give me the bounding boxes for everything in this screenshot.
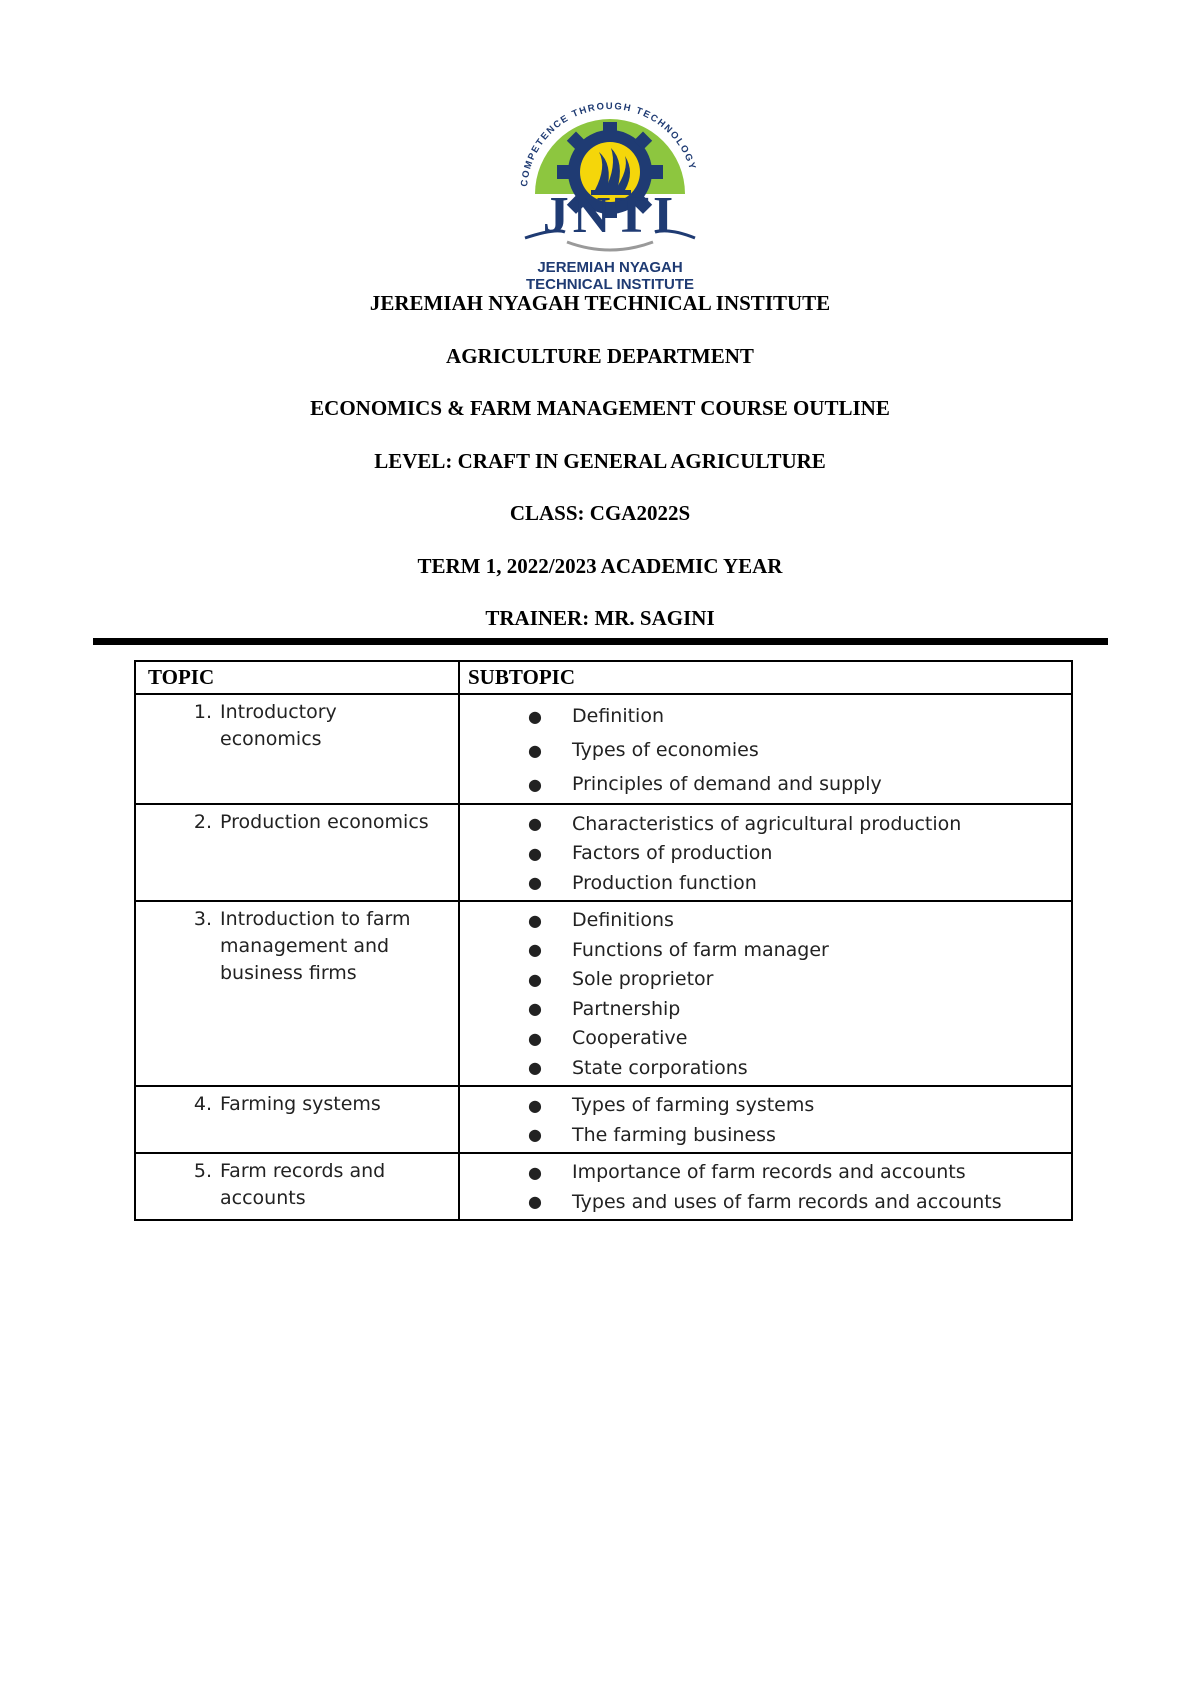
list-item: ● Production function <box>460 868 1071 898</box>
bullet-icon: ● <box>528 1058 542 1078</box>
logo-graphic <box>495 82 725 292</box>
bullet-icon: ● <box>528 706 542 726</box>
bullet-icon: ● <box>528 910 542 930</box>
bullet-icon: ● <box>528 873 542 893</box>
bullet-icon: ● <box>528 999 542 1019</box>
bullet-icon: ● <box>528 1125 542 1145</box>
list-item: ● Sole proprietor <box>460 965 1071 995</box>
list-item: ● Definition <box>460 699 1071 733</box>
list-item: ● Partnership <box>460 994 1071 1024</box>
institute-name: JEREMIAH NYAGAH TECHNICAL INSTITUTE <box>369 291 831 315</box>
topic-cell <box>135 1086 459 1153</box>
list-item: ● Types of economies <box>460 733 1071 767</box>
bullet-icon: ● <box>528 843 542 863</box>
topic-number: 3. <box>193 907 212 930</box>
trainer-line: TRAINER: MR. SAGINI <box>485 606 715 630</box>
course-outline-table <box>134 660 1073 1221</box>
subtopic-column-header: SUBTOPIC <box>459 661 1072 694</box>
bullet-icon: ● <box>528 1192 542 1212</box>
list-item: ● Types and uses of farm records and accounts <box>460 1187 1071 1217</box>
table-row <box>135 804 1072 901</box>
header-divider <box>93 638 1108 645</box>
list-item: ● Characteristics of agricultural production <box>460 809 1071 839</box>
department-name: AGRICULTURE DEPARTMENT <box>446 343 754 368</box>
topic-cell <box>135 1153 459 1220</box>
bullet-icon: ● <box>528 940 542 960</box>
topic-number: 4. <box>193 1092 212 1115</box>
logo-acronym: JNTI <box>542 187 678 244</box>
list-item: ● Factors of production <box>460 839 1071 869</box>
level-line: LEVEL: CRAFT IN GENERAL AGRICULTURE <box>374 448 826 473</box>
subtopic-cell <box>459 804 1072 901</box>
bullet-icon: ● <box>528 740 542 760</box>
bullet-icon: ● <box>528 774 542 794</box>
table-header-row <box>135 661 1072 694</box>
list-item: ● Importance of farm records and accounts <box>460 1158 1071 1188</box>
logo-motto: COMPETENCE THROUGH TECHNOLOGY <box>519 100 699 188</box>
topic-name: Introductory economics <box>220 701 337 750</box>
list-item: ● State corporations <box>460 1053 1071 1083</box>
topic-number: 2. <box>193 811 212 833</box>
list-item: ● Principles of demand and supply <box>460 767 1071 801</box>
list-item: ● Definitions <box>460 906 1071 936</box>
topic-name: Production economics <box>220 811 429 833</box>
table-row <box>135 1153 1072 1220</box>
table-row <box>135 901 1072 1086</box>
bullet-icon: ● <box>528 1028 542 1048</box>
list-item: ● Cooperative <box>460 1024 1071 1054</box>
topic-cell <box>135 804 459 901</box>
list-item: ● Types of farming systems <box>460 1091 1071 1121</box>
course-title: ECONOMICS & FARM MANAGEMENT COURSE OUTLINE <box>310 396 890 420</box>
class-line: CLASS: CGA2022S <box>509 501 691 525</box>
subtopic-cell <box>459 901 1072 1086</box>
bullet-icon: ● <box>528 1095 542 1115</box>
topic-number: 1. <box>193 701 212 723</box>
bullet-icon: ● <box>528 814 542 834</box>
list-item: ● Functions of farm manager <box>460 935 1071 965</box>
topic-column-header: TOPIC <box>135 661 459 694</box>
topic-name: Farm records and accounts <box>220 1159 386 1209</box>
topic-number: 5. <box>193 1159 212 1182</box>
term-line: TERM 1, 2022/2023 ACADEMIC YEAR <box>417 553 783 578</box>
bullet-icon: ● <box>528 969 542 989</box>
subtopic-cell <box>459 1086 1072 1153</box>
institute-logo <box>495 82 725 292</box>
subtopic-cell <box>459 694 1072 804</box>
logo-name-line1: JEREMIAH NYAGAH <box>537 259 683 276</box>
document-header <box>0 288 1200 656</box>
topic-name: Farming systems <box>220 1092 381 1115</box>
topic-cell <box>135 694 459 804</box>
table-row <box>135 694 1072 804</box>
bullet-icon: ● <box>528 1162 542 1182</box>
topic-name: Introduction to farm management and business firms <box>220 907 411 984</box>
list-item: ● The farming business <box>460 1120 1071 1150</box>
table-row <box>135 1086 1072 1153</box>
logo-name-line2: TECHNICAL INSTITUTE <box>525 276 695 292</box>
topic-cell <box>135 901 459 1086</box>
subtopic-cell <box>459 1153 1072 1220</box>
